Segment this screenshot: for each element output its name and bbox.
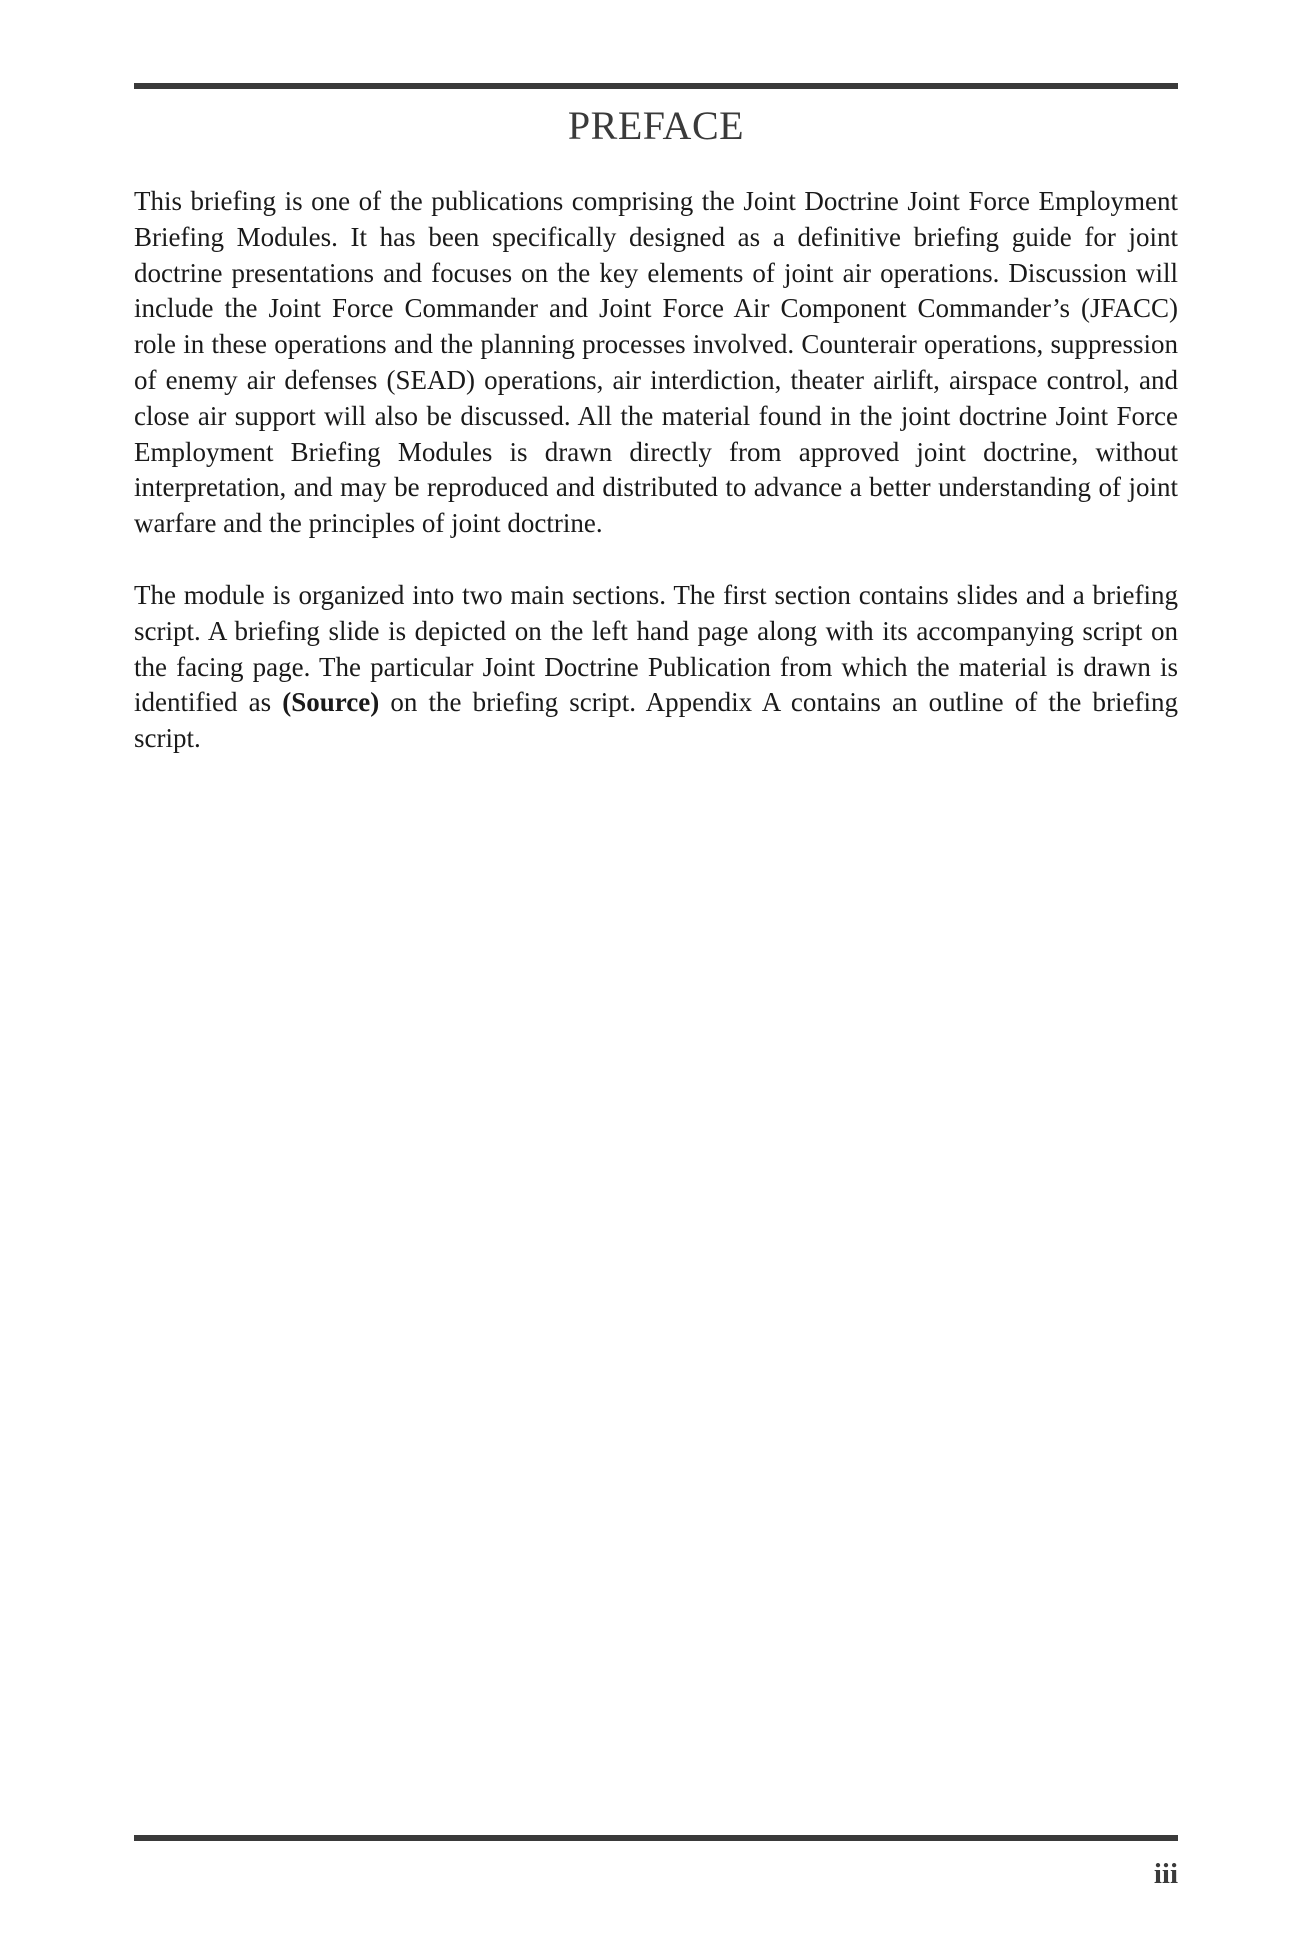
- paragraph-2-text-start: The module is organized into two main sections. The first section contains slides and a briefing script. A briefing slide is depicted on the left hand page along with its accompanying script on the facing page. The particular Joint Doctrine Publication from which the material is drawn is identified as: [134, 579, 1178, 718]
- paragraph-2: [134, 578, 1178, 757]
- top-rule: [134, 83, 1178, 89]
- page-number: iii: [1153, 1858, 1178, 1890]
- preface-body: [134, 184, 1178, 793]
- bottom-rule: [134, 1835, 1178, 1841]
- paragraph-1: This briefing is one of the publications comprising the Joint Doctrine Joint Force Employment Briefing Modules. It has been specifically designed as a definitive briefing guide for joint doctrine presentations and focuses on the key elements of joint air operations. Discussion will include the Joint Force Commander and Joint Force Air Component Commander’s (JFACC) role in these operations and the planning processes involved. Counterair operations, suppression of enemy air defenses (SEAD) operations, air interdiction, theater airlift, airspace control, and close air support will also be discussed. All the material found in the joint doctrine Joint Force Employment Briefing Modules is drawn directly from approved joint doctrine, without interpretation, and may be reproduced and distributed to advance a better understanding of joint warfare and the principles of joint doctrine.: [134, 186, 1178, 539]
- page-title: PREFACE: [567, 103, 745, 148]
- paragraph-2-text-end: on the briefing script. Appendix A contains an outline of the briefing script.: [134, 687, 1178, 754]
- source-label: (Source): [282, 687, 380, 718]
